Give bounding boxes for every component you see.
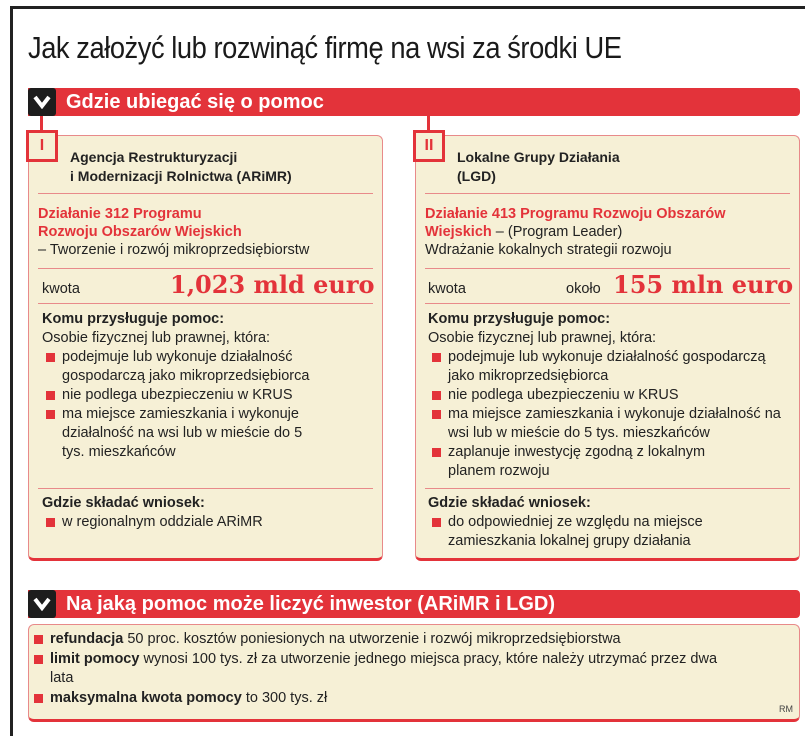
section-title: Na jaką pomoc może liczyć inwestor (ARiMR i LGD) — [66, 592, 555, 615]
amount-value: 1,023 mld euro — [170, 270, 375, 299]
eligibility-section: Komu przysługuje pomoc: Osobie fizycznej lub prawnej, która: podejmuje lub wykonuje działalność gospodarczą jako mikroprzedsiębiorca nie podlega ubezpieczeniu w KRUS ma miejsce zamieszkania i wykonuje działalność na wsi lub w mieście do 5 tys. mieszkańców zaplanuje inwestycję zgodną z lokalnym planem rozwoju — [428, 310, 793, 481]
divider — [38, 488, 373, 489]
divider — [425, 268, 790, 269]
left-rule — [10, 6, 13, 736]
list-item: limit pomocy wynosi 100 tys. zł za utworzenie jednego miejsca pracy, które należy utrzymać przez dwa lata — [30, 650, 730, 689]
amount-qualifier: około — [566, 281, 601, 297]
list-item: ma miejsce zamieszkania i wykonuje działalność na wsi lub w mieście do 5 tys. mieszkańców — [428, 405, 793, 443]
eligibility-section: Komu przysługuje pomoc: Osobie fizycznej lub prawnej, która: podejmuje lub wykonuje działalność gospodarczą jako mikroprzedsiębiorca nie podlega ubezpieczeniu w KRUS ma miejsce zamieszkania i wykonuje działalność na wsi lub w mieście do 5 tys. mieszkańców — [42, 310, 372, 462]
panel-number: II — [413, 130, 445, 162]
author-credit: RM — [779, 704, 793, 714]
divider — [38, 303, 373, 304]
list-item: refundacja 50 proc. kosztów poniesionych na utworzenie i rozwój mikroprzedsiębiorstwa — [30, 630, 750, 650]
list-item: w regionalnym oddziale ARiMR — [42, 513, 263, 532]
divider — [425, 303, 790, 304]
chevron-down-icon — [28, 590, 56, 618]
page-title: Jak założyć lub rozwinąć firmę na wsi za środki UE — [28, 30, 622, 65]
section-header-2 — [28, 590, 800, 618]
divider — [425, 193, 790, 194]
amount-label: kwota — [42, 281, 80, 297]
list-item: ma miejsce zamieszkania i wykonuje działalność na wsi lub w mieście do 5 tys. mieszkańców — [42, 405, 322, 462]
program-info: Działanie 413 Programu Rozwoju Obszarów Wiejskich – (Program Leader) Wdrażanie kokalnych strategii rozwoju — [425, 206, 726, 258]
panel-number: I — [26, 130, 58, 162]
divider — [38, 268, 373, 269]
section-title: Gdzie ubiegać się o pomoc — [66, 90, 324, 113]
divider — [38, 193, 373, 194]
org-name: Lokalne Grupy Działania (LGD) — [457, 149, 620, 184]
amount-label: kwota — [428, 281, 466, 297]
list-item: podejmuje lub wykonuje działalność gospodarczą jako mikroprzedsiębiorca — [42, 348, 332, 386]
program-info: Działanie 312 Programu Rozwoju Obszarów Wiejskich – Tworzenie i rozwój mikroprzedsiębiorstw — [38, 206, 310, 258]
list-item: podejmuje lub wykonuje działalność gospodarczą jako mikroprzedsiębiorca — [428, 348, 793, 386]
benefits-list — [30, 630, 750, 708]
chevron-down-icon — [28, 88, 56, 116]
where-section: Gdzie składać wniosek: do odpowiedniej ze względu na miejsce zamieszkania lokalnej grupy działania — [428, 494, 768, 551]
list-item: nie podlega ubezpieczeniu w KRUS — [428, 386, 793, 405]
list-item: maksymalna kwota pomocy to 300 tys. zł — [30, 689, 750, 709]
section-header-1 — [28, 88, 800, 116]
org-name: Agencja Restrukturyzacji i Modernizacji Rolnictwa (ARiMR) — [70, 149, 292, 184]
list-item: zaplanuje inwestycję zgodną z lokalnym planem rozwoju — [428, 443, 728, 481]
divider — [425, 488, 790, 489]
top-rule — [12, 6, 805, 9]
where-section: Gdzie składać wniosek: w regionalnym oddziale ARiMR — [42, 495, 263, 530]
amount-value: 155 mln euro — [613, 270, 794, 299]
list-item: do odpowiedniej ze względu na miejsce zamieszkania lokalnej grupy działania — [428, 513, 768, 551]
list-item: nie podlega ubezpieczeniu w KRUS — [42, 386, 372, 405]
